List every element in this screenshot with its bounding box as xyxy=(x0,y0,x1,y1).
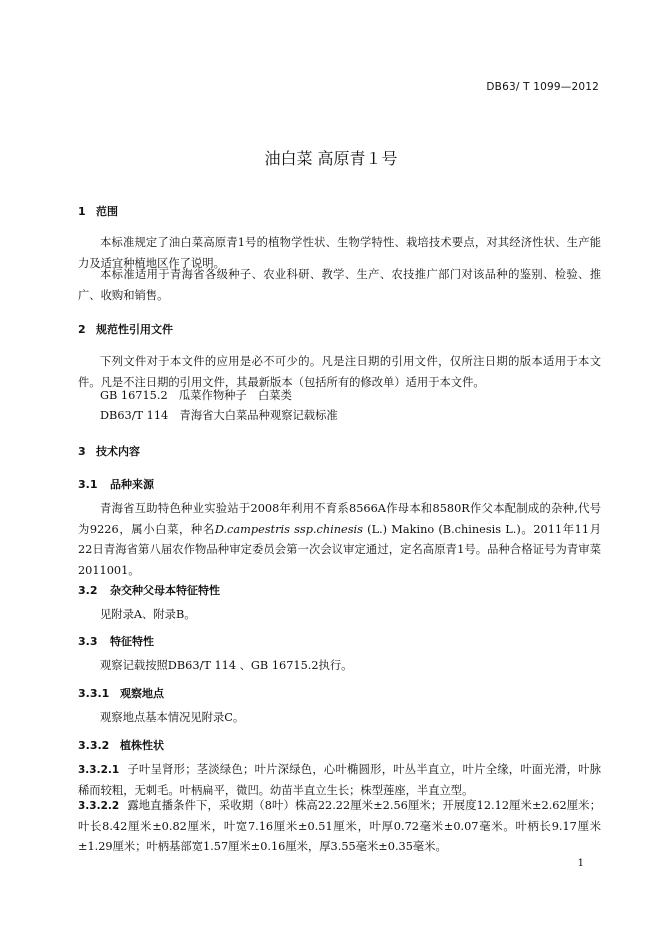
section-2-paragraph: 下列文件对于本文件的应用是必不可少的。凡是注日期的引用文件，仅所注日期的版本适用于本文件。凡是不注日期的引用文件，其最新版本（包括所有的修改单）适用于本文件。 xyxy=(78,355,601,389)
section-1-heading: 1 范围 xyxy=(78,205,118,218)
section-2-heading: 2 规范性引用文件 xyxy=(78,323,173,336)
section-1-paragraph-1: 本标准规定了油白菜高原青1号的植物学性状、生物学特性、栽培技术要点，对其经济性状、生产能力及适宜种植地区作了说明。 xyxy=(78,236,601,270)
section-3-3-2-2-paragraph: 3.3.2.2 露地直播条件下，采收期（8叶）株高22.22厘米±2.56厘米；开展度12.12厘米±2.62厘米；叶长8.42厘米±0.82厘米，叶宽7.16厘米±0.51厘米，叶厚0.72毫米±0.07毫米。叶柄长9.17厘米±1.29厘米；叶柄基部宽1.57厘米±0.16厘米，厚3.55毫米±0.35毫米。 xyxy=(78,799,601,853)
standard-code: DB63/ T 1099—2012 xyxy=(486,81,599,93)
document-title: 油白菜 高原青１号 xyxy=(264,149,398,168)
page-number: 1 xyxy=(577,858,584,869)
section-1-paragraph-2: 本标准适用于青海省各级种子、农业科研、教学、生产、农技推广部门对该品种的鉴别、检验、推广、收购和销售。 xyxy=(78,268,601,302)
section-3-3-heading: 3.3 特征特性 xyxy=(78,635,154,648)
clause-number: 3.3.2.2 xyxy=(78,800,120,812)
section-3-3-2-heading: 3.3.2 植株性状 xyxy=(78,739,164,752)
section-3-1-heading: 3.1 品种来源 xyxy=(78,478,154,491)
section-3-3-1-heading: 3.3.1 观察地点 xyxy=(78,687,164,700)
reference-gb-16715-2: GB 16715.2 瓜菜作物种子 白菜类 xyxy=(100,389,292,402)
section-3-3-2-1-paragraph: 3.3.2.1 子叶呈肾形；茎淡绿色；叶片深绿色，心叶椭圆形，叶丛半直立，叶片全缘，叶面光滑，叶脉稀而较粗，无刺毛。叶柄扁平，微凹。幼苗半直立生长；株型莲座，半直立型。 xyxy=(78,763,601,797)
section-3-3-paragraph: 观察记载按照DB63/T 114 、GB 16715.2执行。 xyxy=(100,659,353,672)
section-3-3-1-paragraph: 观察地点基本情况见附录C。 xyxy=(100,711,245,724)
section-3-2-heading: 3.2 杂交种父母本特征特性 xyxy=(78,584,220,597)
section-3-heading: 3 技术内容 xyxy=(78,445,140,458)
reference-db63-t-114: DB63/T 114 青海省大白菜品种观察记载标准 xyxy=(100,409,338,422)
species-name: D.campestris ssp.chinesis xyxy=(214,522,363,536)
clause-number: 3.3.2.1 xyxy=(78,764,120,776)
section-3-1-paragraph: 青海省互助特色种业实验站于2008年利用不育系8566A作母本和8580R作父本配制成的杂种,代号为9226，属小白菜，种名D.campestris ssp.chinesis (L.) Makino (B.chinesis L.)。2011年11月22日青海省第八届农作物品种审定委员会第一次会议审定通过，定名高原青1号。品种合格证号为青审菜2011001。 xyxy=(78,502,601,577)
section-3-2-paragraph: 见附录A、附录B。 xyxy=(100,608,196,621)
